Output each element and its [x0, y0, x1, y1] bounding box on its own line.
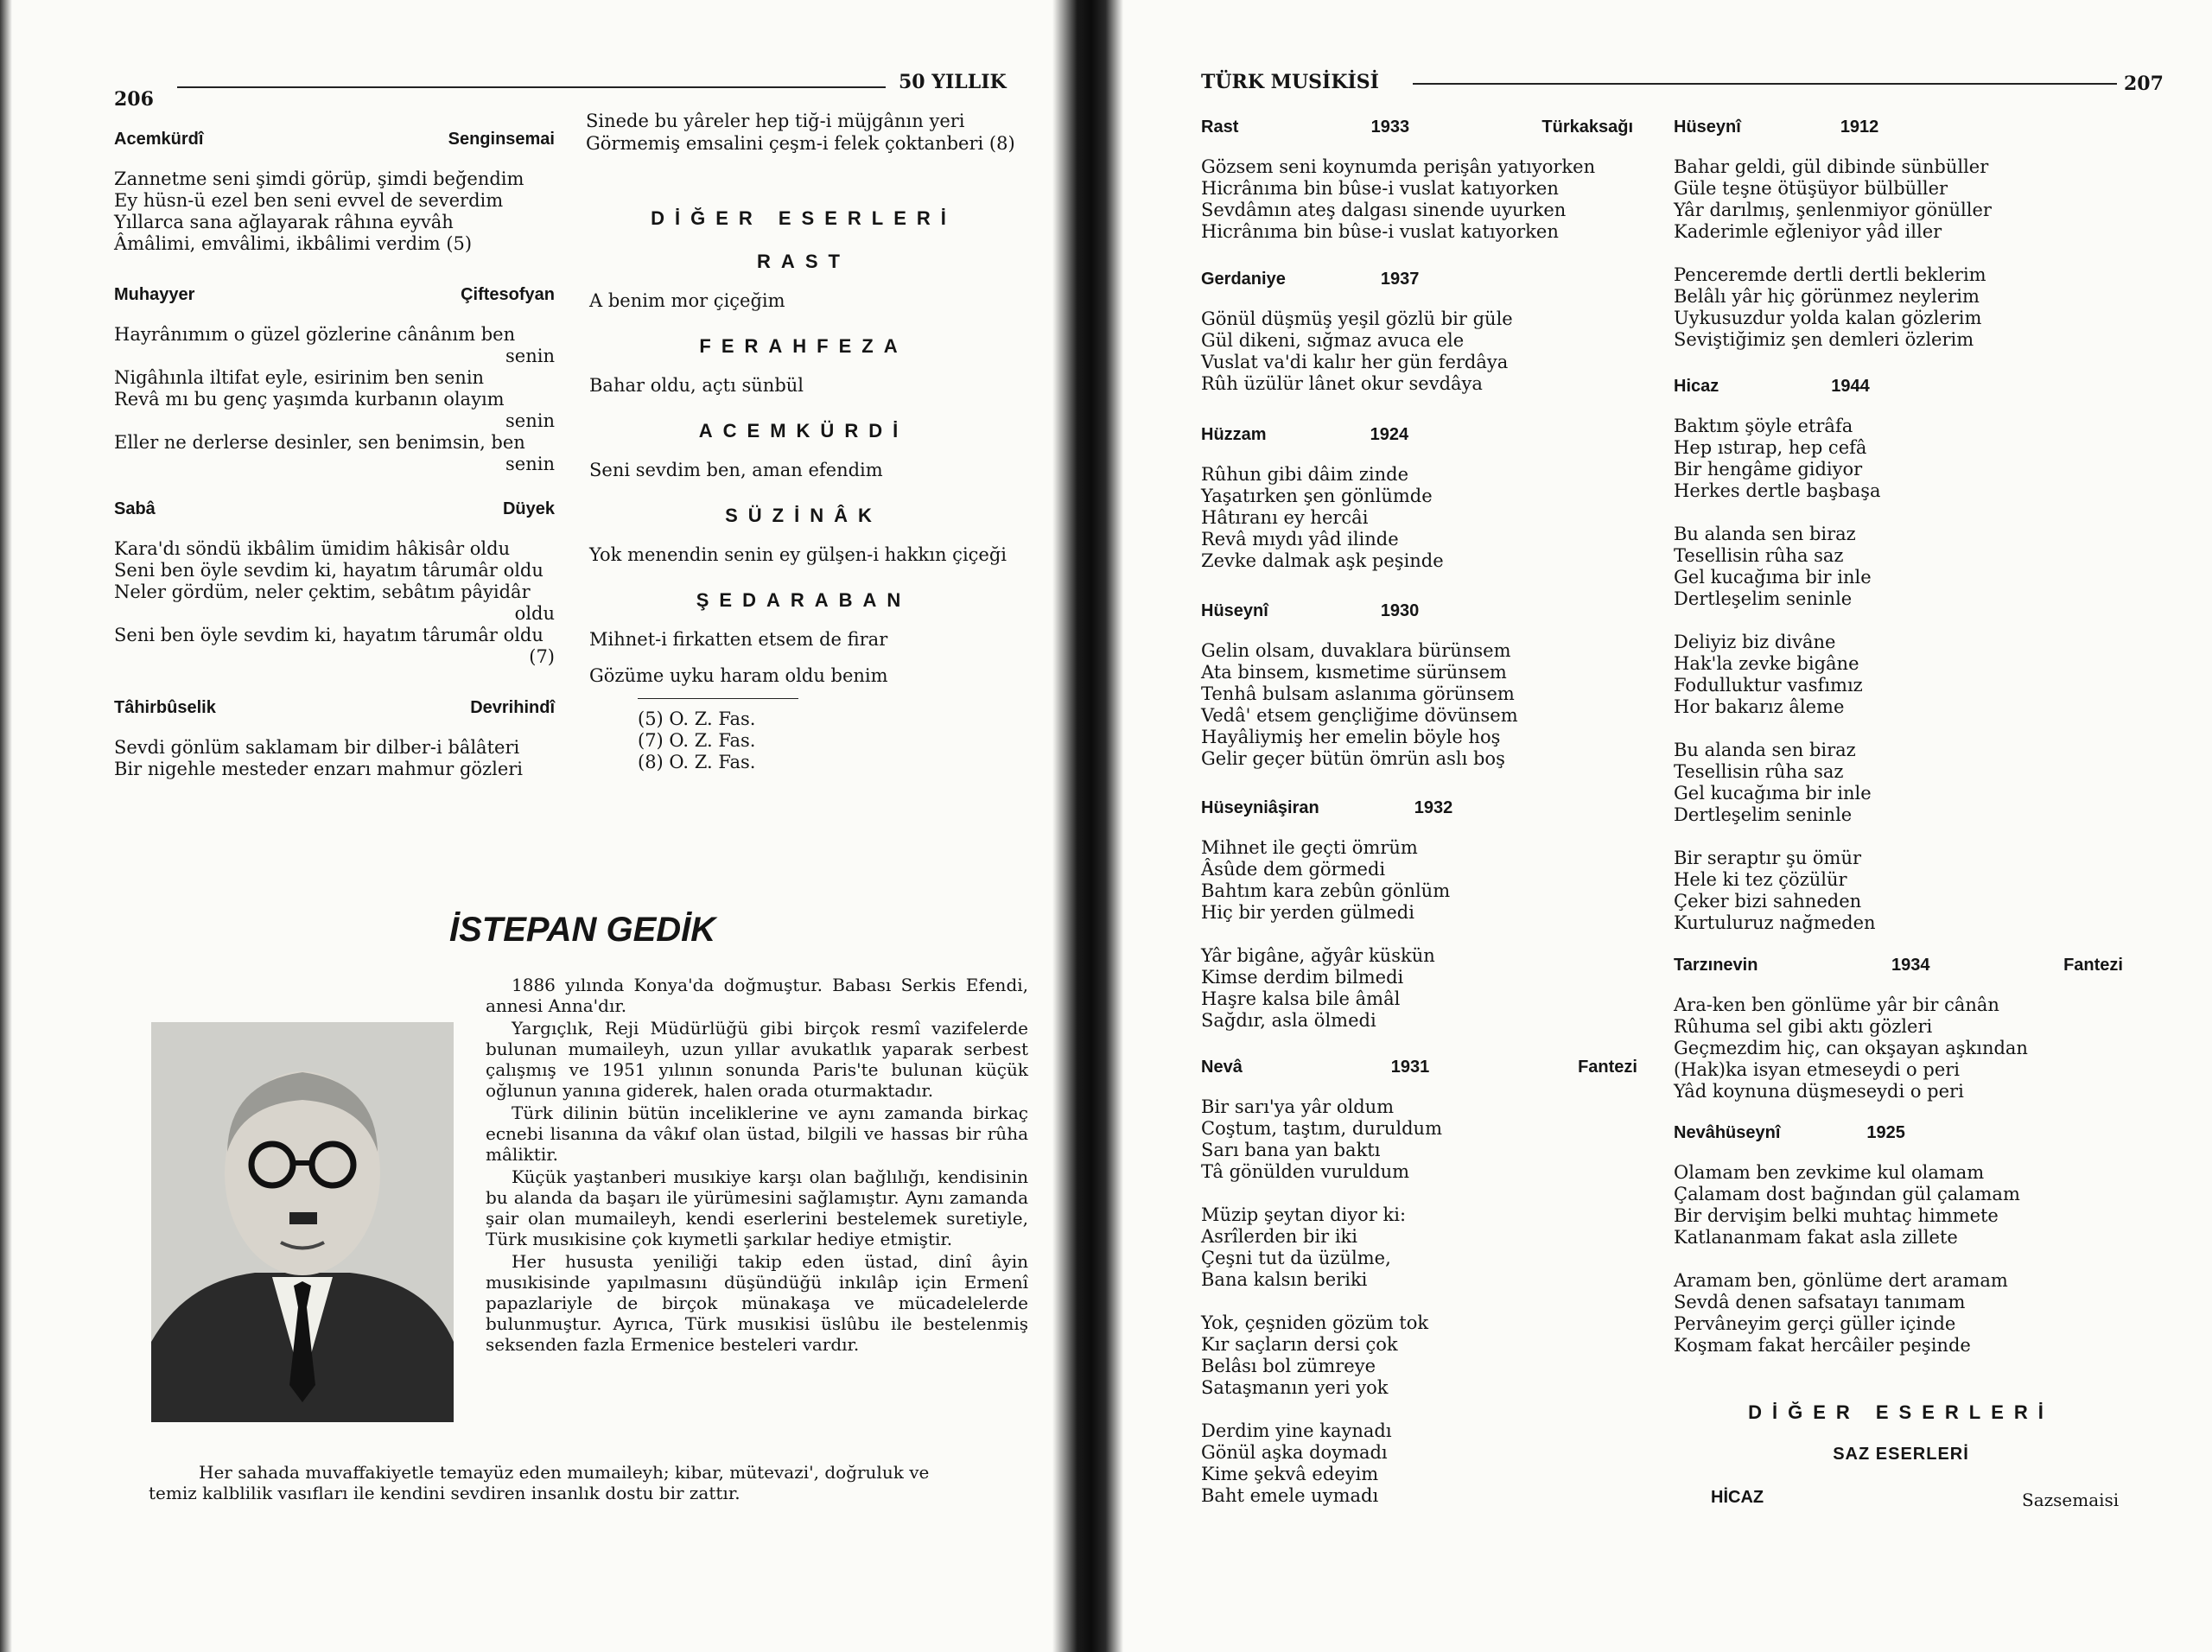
lyric-line: Kime şekvâ edeyim — [1201, 1464, 1379, 1484]
lyric-line: Tenhâ bulsam aslanıma görünsem — [1201, 683, 1515, 704]
bio-closing-line: Her sahada muvaffakiyetle temayüz eden mumaileyh; kibar, mütevazi', doğruluk ve — [199, 1462, 930, 1483]
lyric-line: Seviştiğimiz şen demleri özlerim — [1674, 329, 1974, 350]
lyric-line: Katlananmam fakat asla zillete — [1674, 1227, 1958, 1248]
bio-paragraph: Her hususta yeniliği takip eden üstad, dinî âyin musıkisinde yapılmasını düşündüğü inkılâp için Ermenî papazlariyle de birçok münakaşa ve mücadelelerde bulunmuştur. Ayrıca, Türk musıkisi üslûbu ile bestelenmiş seksenden fazla Ermenice besteleri vardır. — [486, 1251, 1028, 1355]
bio-paragraph: Yargıçlık, Reji Müdürlüğü gibi birçok resmî vazifelerde bulunan mumaileyh, uzun yıllar avukatlık yaparak serbest çalışmış ve 1951 yılının sonunda Paris'te bulunan küçük oğlunun yanına giderek, halen orada oturmaktadır. — [486, 1018, 1028, 1101]
footnote-rule — [638, 698, 798, 699]
song-huseyniasiran — [1201, 798, 1547, 1032]
lyric-line: Rûh üzülür lânet okur sevdâya — [1201, 373, 1483, 394]
song-hicaz — [1674, 377, 1950, 934]
lyric-line: Gel kucağıma bir inle — [1674, 783, 1872, 804]
song-usul: Devrihindî — [470, 698, 555, 717]
song-muhayyer — [114, 285, 555, 475]
left-page — [0, 0, 1071, 1652]
lyric-line: Seni ben öyle sevdim ki, hayatım târumâr oldu — [114, 560, 543, 581]
makam-heading: FERAHFEZA — [699, 335, 908, 357]
lyric-line: Sinede bu yâreler hep tiğ-i müjgânın yeri — [586, 111, 965, 131]
song-makam: Tarzınevin — [1674, 956, 1758, 975]
lyric-line: Hak'la zevke bigâne — [1674, 653, 1859, 674]
lyric-line: Vuslat va'di kalır her gün ferdâya — [1201, 352, 1509, 372]
lyric-line: Coştum, taştım, duruldum — [1201, 1118, 1442, 1139]
song-tahirbuselik — [114, 698, 555, 780]
lyric-line: Tesellisin rûha saz — [1674, 761, 1844, 782]
lyric-line: Yok, çeşniden gözüm tok — [1201, 1312, 1429, 1333]
lyric-line: Uykusuzdur yolda kalan gözlerim — [1674, 308, 1982, 328]
lyric-line: Kurtuluruz nağmeden — [1674, 912, 1876, 933]
lyric-line: Seni ben öyle sevdim ki, hayatım târumâr oldu — [114, 625, 543, 645]
song-makam: Rast — [1201, 118, 1239, 137]
lyric-line: Fodulluktur vasfımız — [1674, 675, 1863, 696]
lyric-line: Tâ gönülden vuruldum — [1201, 1161, 1410, 1182]
lyric-line: Rûhuma sel gibi aktı gözleri — [1674, 1016, 1933, 1037]
work-title: A benim mor çiçeğim — [589, 290, 785, 311]
work-title: Mihnet-i firkatten etsem de firar — [589, 629, 888, 650]
makam-heading: SÜZİNÂK — [725, 505, 882, 526]
lyric-line: Aramam ben, gönlüme dert aramam — [1674, 1270, 2008, 1291]
lyric-line: Baht emele uymadı — [1201, 1485, 1379, 1506]
running-head: TÜRK MUSİKİSİ — [1201, 71, 1379, 93]
saz-works-title: SAZ ESERLERİ — [1833, 1445, 1969, 1464]
lyric-line: Mihnet ile geçti ömrüm — [1201, 837, 1418, 858]
lyric-line: Olamam ben zevkime kul olamam — [1674, 1162, 1985, 1183]
saz-usul: Sazsemaisi — [2022, 1490, 2120, 1510]
footnote: (5) O. Z. Fas. — [638, 708, 756, 729]
lyric-line: Baktım şöyle etrâfa — [1674, 416, 1853, 436]
lyric-line: Gönül düşmüş yeşil gözlü bir güle — [1201, 308, 1513, 329]
lyric-line: Gül dikeni, sığmaz avuca ele — [1201, 330, 1465, 351]
lyric-line: Çeker bizi sahneden — [1674, 891, 1862, 912]
lyric-line: Bir dervişim belki muhtaç himmete — [1674, 1205, 1999, 1226]
work-title: Seni sevdim ben, aman efendim — [589, 460, 883, 480]
song-makam: Tâhirbûselik — [114, 698, 216, 717]
lyric-line: Kır saçların dersi çok — [1201, 1334, 1398, 1355]
bio-paragraph: Türk dilinin bütün inceliklerine ve aynı zamanda birkaç ecnebi lisanına da vâkıf olan üstad, bilgili ve hassas bir rûha mâliktir. — [486, 1102, 1028, 1165]
lyric-line: Yıllarca sana ağlayarak râhına eyvâh — [114, 212, 454, 232]
lyric-line: Belâsı bol zümreye — [1201, 1356, 1376, 1376]
lyric-line: Hicrânıma bin bûse-i vuslat katıyorken — [1201, 178, 1559, 199]
lyric-line: Hâtıranı ey hercâi — [1201, 507, 1369, 528]
song-rast — [1201, 118, 1633, 243]
lyric-line: Derdim yine kaynadı — [1201, 1420, 1392, 1441]
lyric-line: Herkes dertle başbaşa — [1674, 480, 1881, 501]
makam-heading: RAST — [757, 251, 850, 272]
song-usul: Düyek — [502, 499, 555, 518]
page-number: 207 — [2124, 73, 2164, 95]
song-year: 1932 — [1414, 798, 1453, 817]
lyric-line: Zevke dalmak aşk peşinde — [1201, 550, 1444, 571]
lyric-line: Sarı bana yan baktı — [1201, 1140, 1381, 1160]
song-year: 1931 — [1390, 1058, 1430, 1077]
lyric-line: Gözsem seni koynumda perişân yatıyorken — [1201, 156, 1596, 177]
song-makam: Hüseynî — [1674, 118, 1741, 137]
lyric-line: Çalamam dost bağından gül çalamam — [1674, 1184, 2020, 1204]
lyric-line: senin — [505, 410, 555, 431]
footnote: (7) O. Z. Fas. — [638, 730, 756, 751]
song-year: 1925 — [1866, 1123, 1905, 1142]
lyric-line: Sağdır, asla ölmedi — [1201, 1010, 1376, 1031]
lyric-line: senin — [505, 454, 555, 474]
lyric-line: Revâ mı bu genç yaşımda kurbanın olayım — [114, 389, 505, 410]
lyric-line: Sevdi gönlüm saklamam bir dilber-i bâlâteri — [114, 737, 520, 758]
composer-name: İSTEPAN GEDİK — [449, 911, 716, 949]
song-saba — [114, 499, 555, 668]
song-year: 1937 — [1380, 270, 1420, 289]
song-neva — [1201, 1058, 1637, 1507]
lyric-line: Revâ mıydı yâd ilinde — [1201, 529, 1399, 550]
song-tarzinevin — [1674, 956, 2123, 1102]
song-makam: Nevâhüseynî — [1674, 1123, 1781, 1142]
makam-heading: ŞEDARABAN — [696, 589, 912, 611]
song-usul: Türkaksağı — [1541, 118, 1633, 137]
song-year: 1924 — [1370, 425, 1409, 444]
lyric-line: Eller ne derlerse desinler, sen benimsin, ben — [114, 432, 525, 453]
song-year: 1930 — [1380, 601, 1420, 620]
lyric-line: oldu — [514, 603, 555, 624]
song-makam: Muhayyer — [114, 285, 195, 304]
header-rule — [1413, 83, 2117, 85]
saz-makam: HİCAZ — [1711, 1488, 1764, 1507]
lyric-line: Ara-ken ben gönlüme yâr bir cânân — [1674, 994, 1999, 1015]
song-makam: Acemkürdî — [114, 130, 204, 149]
bio-paragraph: 1886 yılında Konya'da doğmuştur. Babası Serkis Efendi, annesi Anna'dır. — [486, 975, 1028, 1016]
lyric-line: Pervâneyim gerçi güller içinde — [1674, 1313, 1956, 1334]
lyric-line: Hor bakarız âleme — [1674, 696, 1845, 717]
bio-closing-line: temiz kalblilik vasıfları ile kendini sevdiren insanlık dostu bir zattır. — [149, 1483, 741, 1503]
work-title: Yok menendin senin ey gülşen-i hakkın çiçeği — [589, 544, 1007, 565]
song-huseyni-1930 — [1201, 601, 1547, 770]
lyric-line: Penceremde dertli dertli beklerim — [1674, 264, 1986, 285]
other-works-title: DİĞER ESERLERİ — [1748, 1401, 2054, 1423]
lyric-line: Bahtım kara zebûn gönlüm — [1201, 880, 1451, 901]
makam-heading: ACEMKÜRDİ — [698, 420, 909, 442]
lyric-line: Dertleşelim seninle — [1674, 804, 1853, 825]
right-page — [1123, 0, 2212, 1652]
lyric-line: Hayâliymiş her emelin böyle hoş — [1201, 727, 1501, 747]
lyric-line: Gelin olsam, duvaklara bürünsem — [1201, 640, 1511, 661]
song-usul: Fantezi — [2063, 956, 2123, 975]
running-head: 50 YILLIK — [899, 71, 1007, 93]
song-usul: Senginsemai — [448, 130, 555, 149]
lyric-line: Bahar geldi, gül dibinde sünbüller — [1674, 156, 1989, 177]
song-makam: Hüzzam — [1201, 425, 1267, 444]
lyric-line: Belâlı yâr hiç görünmez neylerim — [1674, 286, 1980, 307]
lyric-line: Hele ki tez çözülür — [1674, 869, 1847, 890]
song-makam: Gerdaniye — [1201, 270, 1286, 289]
lyric-line: Kara'dı söndü ikbâlim ümidim hâkisâr oldu — [114, 538, 511, 559]
lyric-line: Âmâlimi, emvâlimi, ikbâlimi verdim (5) — [114, 233, 473, 254]
song-year: 1944 — [1831, 377, 1870, 396]
lyric-line: Sevdâmın ateş dalgası sinende uyurken — [1201, 200, 1567, 220]
lyric-line: Zannetme seni şimdi görüp, şimdi beğendim — [114, 168, 524, 189]
lyric-line: Bir sarı'ya yâr oldum — [1201, 1096, 1395, 1117]
song-makam: Nevâ — [1201, 1058, 1243, 1077]
lyric-line: Gel kucağıma bir inle — [1674, 567, 1872, 588]
song-huseyni-1912 — [1674, 118, 1992, 351]
song-acemkurdi — [114, 130, 555, 255]
lyric-line: Gönül aşka doymadı — [1201, 1442, 1388, 1463]
composer-bio — [486, 975, 1028, 1357]
song-huzzam — [1201, 425, 1529, 572]
lyric-line: Çeşni tut da üzülme, — [1201, 1248, 1391, 1268]
lyric-line: Kimse derdim bilmedi — [1201, 967, 1404, 988]
lyric-line: Hiç bir yerden gülmedi — [1201, 902, 1414, 923]
lyric-line: Haşre kalsa bile âmâl — [1201, 988, 1401, 1009]
song-usul: Çiftesofyan — [461, 285, 555, 304]
header-rule — [177, 86, 886, 88]
song-usul: Fantezi — [1578, 1058, 1637, 1077]
lyric-line: Bu alanda sen biraz — [1674, 524, 1856, 544]
lyric-line: Bu alanda sen biraz — [1674, 740, 1856, 760]
work-title: Bahar oldu, açtı sünbül — [589, 375, 804, 396]
lyric-line: Yâd koynuna düşmeseydi o peri — [1674, 1081, 1964, 1102]
page-number: 206 — [114, 88, 154, 111]
lyric-line: Nigâhınla iltifat eyle, esirinim ben senin — [114, 367, 485, 388]
lyric-line: senin — [505, 346, 555, 366]
song-year: 1934 — [1891, 956, 1930, 975]
lyric-line: Koşmam fakat hercâiler peşinde — [1674, 1335, 1971, 1356]
lyric-line: Deliyiz biz divâne — [1674, 632, 1836, 652]
lyric-line: Kaderimle eğleniyor yâd iller — [1674, 221, 1942, 242]
lyric-line: Rûhun gibi dâim zinde — [1201, 464, 1409, 485]
lyric-line: Gelir geçer bütün ömrün aslı boş — [1201, 748, 1505, 769]
song-year: 1933 — [1370, 118, 1410, 137]
lyric-line: Güle teşne ötüşüyor bülbüller — [1674, 178, 1948, 199]
lyric-line: Tesellisin rûha saz — [1674, 545, 1844, 566]
lyric-line: Asrîlerden bir iki — [1201, 1226, 1357, 1247]
song-makam: Hüseynî — [1201, 601, 1268, 620]
lyric-line: Yâr bigâne, ağyâr küskün — [1201, 945, 1435, 966]
lyric-line: Hep ıstırap, hep cefâ — [1674, 437, 1867, 458]
lyric-line: (7) — [529, 646, 555, 667]
song-makam: Hicaz — [1674, 377, 1719, 396]
lyric-line: Geçmezdim hiç, can okşayan aşkından — [1674, 1038, 2028, 1058]
song-nevahuseyni — [1674, 1123, 2020, 1357]
footnote: (8) O. Z. Fas. — [638, 752, 756, 772]
other-works-title: DİĞER ESERLERİ — [651, 207, 957, 229]
lyric-line: Ey hüsn-ü ezel ben seni evvel de severdim — [114, 190, 504, 211]
lyric-line: Bir nigehle mesteder enzarı mahmur gözleri — [114, 759, 524, 779]
lyric-line: Vedâ' etsem gençliğime dövünsem — [1201, 705, 1518, 726]
song-makam: Sabâ — [114, 499, 156, 518]
lyric-line: Yâr darılmış, şenlenmiyor gönüller — [1674, 200, 1992, 220]
song-makam: Hüseyniâşiran — [1201, 798, 1319, 817]
lyric-line: Bir seraptır şu ömür — [1674, 848, 1862, 868]
lyric-line: Sevdâ denen safsatayı tanımam — [1674, 1292, 1966, 1312]
lyric-line: Yaşatırken şen gönlümde — [1201, 486, 1433, 506]
lyric-line: Âsûde dem görmedi — [1201, 859, 1386, 880]
bio-paragraph: Küçük yaştanberi musıkiye karşı olan bağlılığı, kendisinin bu alanda da başarı ile yürümesini sağlamıştır. Aynı zamanda şair olan mumaileyh, kendi eserlerini bestelemek suretiyle, Türk musıkisine çok kıymetli şarkılar hediye etmiştir. — [486, 1166, 1028, 1249]
lyric-line: Dertleşelim seninle — [1674, 588, 1853, 609]
lyric-line: Bana kalsın beriki — [1201, 1269, 1368, 1290]
lyric-line: (Hak)ka isyan etmeseydi o peri — [1674, 1059, 1960, 1080]
song-year: 1912 — [1840, 118, 1879, 137]
lyric-line: Neler gördüm, neler çektim, sebâtım pâyidâr — [114, 581, 531, 602]
lyric-line: Görmemiş emsalini çeşm-i felek çoktanberi (8) — [586, 133, 1015, 154]
lyric-line: Bir hengâme gidiyor — [1674, 459, 1863, 480]
composer-portrait — [151, 1022, 454, 1422]
lyric-line: Müzip şeytan diyor ki: — [1201, 1204, 1407, 1225]
lyric-line: Hayrânımım o güzel gözlerine cânânım ben — [114, 324, 516, 345]
lyric-line: Sataşmanın yeri yok — [1201, 1377, 1389, 1398]
lyric-line: Ata binsem, kısmetime sürünsem — [1201, 662, 1507, 683]
song-gerdaniye — [1201, 270, 1529, 395]
portrait-icon — [151, 1022, 454, 1422]
work-title: Gözüme uyku haram oldu benim — [589, 665, 888, 686]
lyric-line: Hicrânıma bin bûse-i vuslat katıyorken — [1201, 221, 1559, 242]
